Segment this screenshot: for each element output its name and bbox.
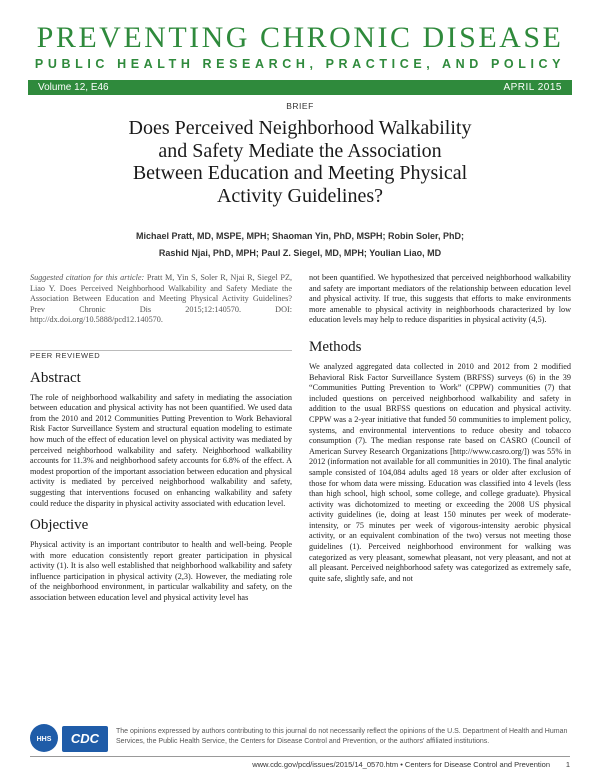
- citation-label: Suggested citation for this article:: [30, 273, 145, 282]
- abstract-heading: Abstract: [30, 369, 81, 386]
- volume-number: Volume 12, E46: [38, 82, 109, 93]
- hhs-logo-text: HHS: [36, 736, 52, 743]
- title-line: Activity Guidelines?: [216, 184, 384, 207]
- journal-subtitle: PUBLIC HEALTH RESEARCH, PRACTICE, AND POLICY: [34, 57, 566, 71]
- footer-url[interactable]: www.cdc.gov/pcd/issues/2015/14_0570.htm • Centers for Disease Control and Prevention: [252, 760, 550, 769]
- objective-text: Physical activity is an important contributor to health and well-being. People with more education consistently report greater participation in physical activity (1). It is also well established that neighborhood walkability and safety influence participation in physical activity (2,3). However, the mediating role of the neighborhood environment, in particular walkability and safety, on the association between education level and physical activity level has: [30, 540, 292, 603]
- methods-heading: Methods: [309, 338, 362, 355]
- footer-disclaimer: The opinions expressed by authors contributing to this journal do not necessarily reflect the opinions of the U.S. Department of Health and Human Services, the Public Health Service, the Centers for Disease Control and Prevention, or the authors' affiliated institutions.: [116, 728, 568, 745]
- objective-heading: Objective: [30, 517, 89, 534]
- suggested-citation: [30, 273, 292, 326]
- cdc-logo: CDC: [62, 726, 108, 752]
- journal-title: PREVENTING CHRONIC DISEASE: [36, 21, 564, 54]
- left-column: [30, 273, 292, 604]
- author-list: [80, 228, 520, 262]
- hhs-logo: [30, 724, 58, 752]
- methods-text: We analyzed aggregated data collected in 2010 and 2012 from 2 modified Behavioral Risk Factor Surveillance System (BRFSS) surveys (6) in the 39 “Communities Putting Prevention to Work” (CPPW) communities (7) that included questions on perceived neighborhood walkability and safety in addition to the usual BRFSS questions on education and physical activity. CPPW was a 2-year initiative that funded 50 communities to implement policy, systems, and environmental interventions to reduce obesity and tobacco consumption (7). The median response rate based on CASRO (Council of American Survey Research Organizations [http://www.casro.org/]) was 55% in 2012 (information not available for all communities in 2010). The final analytic sample consisted of 104,084 adults aged 18 years or older after exclusion of those for whom data were missing. Education was classified into 4 levels (less than high school, high school, some college, and college graduate). Physical activity was dichotomized to meeting or exceeding the 2008 US physical activity guidelines (ie, doing at least 150 minutes per week of moderate-intensity, or 75 minutes per week of vigorous-intensity aerobic physical activity, or an equivalent combination of the two) versus not meeting those guidelines (1). Perceived neighborhood environment for walking was categorized as very pleasant, somewhat pleasant, not very pleasant, and not at all pleasant. Perceived neighborhood safety was categorized as extremely safe, quite safe, slightly safe, and not: [309, 361, 571, 583]
- article-title: [60, 117, 540, 207]
- title-line: Between Education and Meeting Physical: [132, 162, 468, 184]
- peer-reviewed-label: PEER REVIEWED: [30, 350, 101, 360]
- title-line: Does Perceived Neighborhood Walkability: [128, 117, 472, 139]
- citation-text: Pratt M, Yin S, Soler R, Njai R, Siegel PZ, Liao Y. Does Perceived Neighborhood Walkability and Safety Mediate the Association Between Education and Meeting Physical Activity Guidelines? Prev Chronic Dis 2015;12:140570. DOI: http://dx.doi.org/10.5888/pcd12.140570.: [30, 273, 292, 325]
- objective-continuation: not been quantified. We hypothesized that perceived neighborhood walkability and safety are important mediators of the relationship between education level and physical activity. If true, this suggests that efforts to make environments more amenable to physical activity in neighborhoods characterized by low education levels may help to reduce disparities in physical activity (4,5).: [309, 273, 571, 325]
- author-line: Rashid Njai, PhD, MPH; Paul Z. Siegel, MD, MPH; Youlian Liao, MD: [158, 248, 442, 258]
- journal-masthead: [0, 22, 600, 72]
- author-line: Michael Pratt, MD, MSPE, MPH; Shaoman Yin, PhD, MSPH; Robin Soler, PhD;: [135, 231, 465, 241]
- issue-date: APRIL 2015: [503, 82, 562, 93]
- right-column: [309, 273, 571, 584]
- peer-divider: [30, 350, 292, 351]
- footer-divider: [30, 756, 570, 757]
- article-type: BRIEF: [286, 101, 314, 111]
- abstract-text: The role of neighborhood walkability and safety in mediating the association between education and physical activity has not been quantified. We used data from the 2010 and 2012 Communities Putting Prevention to Work Behavioral Risk Factor Surveillance System and structural equation modeling to estimate how much of the effect of education level on physical activity was mediated by perceived neighborhood walkability and safety. Neighborhood walkability accounts for 11.3% and neighborhood safety accounts for 6.8% of the effect. A modest proportion of the important association between education and physical activity is mediated by perceived neighborhood walkability and safety, suggesting that interventions focused on enhancing walkability and safety could reduce the disparity in physical activity associated with education level.: [30, 392, 292, 508]
- volume-bar: [28, 80, 572, 95]
- title-line: and Safety Mediate the Association: [158, 139, 442, 162]
- page-number: 1: [565, 760, 570, 769]
